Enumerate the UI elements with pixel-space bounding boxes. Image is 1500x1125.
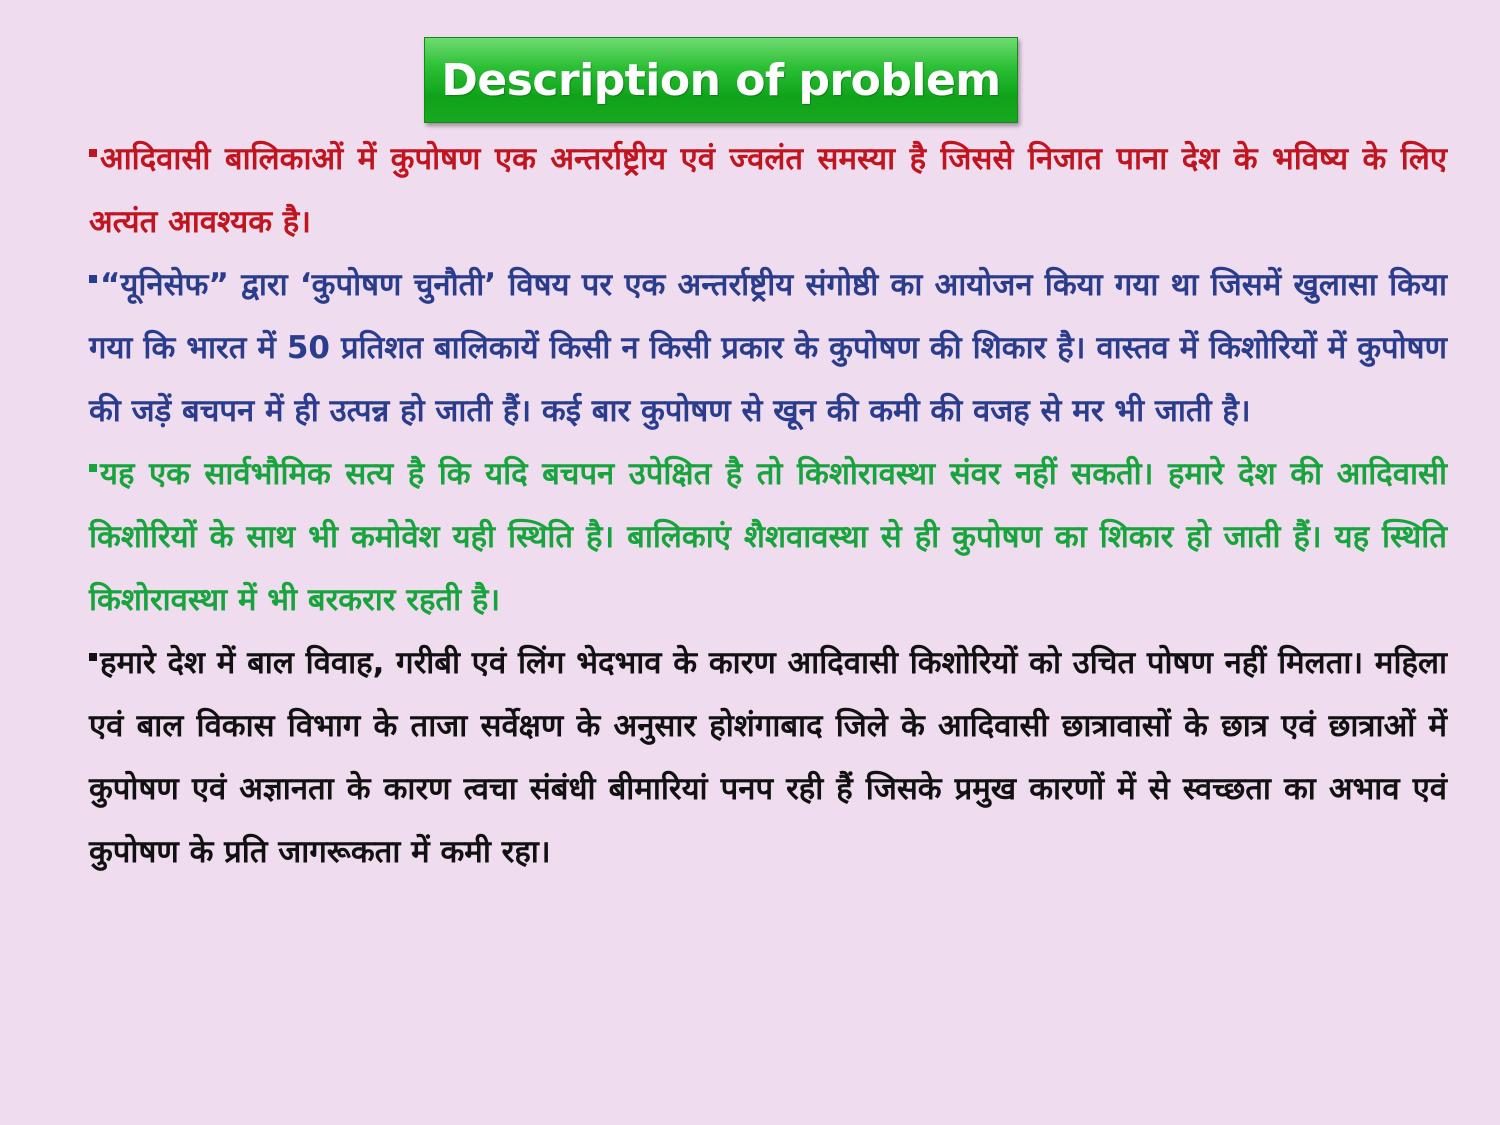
paragraph-4 — [89, 632, 1447, 884]
square-bullet-icon — [89, 275, 97, 283]
paragraph-2 — [89, 254, 1447, 443]
square-bullet-icon — [89, 149, 97, 157]
content-body — [89, 128, 1447, 884]
square-bullet-icon — [89, 653, 97, 661]
paragraph-1 — [89, 128, 1447, 254]
paragraph-3-text: यह एक सार्वभौमिक सत्य है कि यदि बचपन उपेक्षित है तो किशोरावस्था संवर नहीं सकती। हमारे देश की आदिवासी किशोरियों के साथ भी कमोवेश यही स्थिति है। बालिकाएं शैशवावस्था से ही कुपोषण का शिकार हो जाती हैं। यह स्थिति किशोरावस्था में भी बरकरार रहती है। — [89, 456, 1447, 618]
paragraph-4-text: हमारे देश में बाल विवाह, गरीबी एवं लिंग भेदभाव के कारण आदिवासी किशोरियों को उचित पोषण नहीं मिलता। महिला एवं बाल विकास विभाग के ताजा सर्वेक्षण के अनुसार होशंगाबाद जिले के आदिवासी छात्रावासों के छात्र एवं छात्राओं में कुपोषण एवं अज्ञानता के कारण त्वचा संबंधी बीमारियां पनप रही हैं जिसके प्रमुख कारणों में से स्वच्छता का अभाव एवं कुपोषण के प्रति जागरूकता में कमी रहा। — [89, 645, 1447, 870]
title-banner — [424, 37, 1018, 123]
paragraph-1-text: आदिवासी बालिकाओं में कुपोषण एक अन्तर्राष्ट्रीय एवं ज्वलंत समस्या है जिससे निजात पाना देश के भविष्य के लिए अत्यंत आवश्यक है। — [89, 141, 1447, 240]
square-bullet-icon — [89, 464, 97, 472]
paragraph-2-text: “यूनिसेफ” द्वारा ‘कुपोषण चुनौती’ विषय पर एक अन्तर्राष्ट्रीय संगोष्ठी का आयोजन किया गया था जिसमें खुलासा किया गया कि भारत में 50 प्रतिशत बालिकायें किसी न किसी प्रकार के कुपोषण की शिकार है। वास्तव में किशोरियों में कुपोषण की जड़ें बचपन में ही उत्पन्न हो जाती हैं। कई बार कुपोषण से खून की कमी की वजह से मर भी जाती है। — [89, 267, 1447, 429]
slide-title: Description of problem — [441, 54, 1001, 106]
paragraph-3 — [89, 443, 1447, 632]
